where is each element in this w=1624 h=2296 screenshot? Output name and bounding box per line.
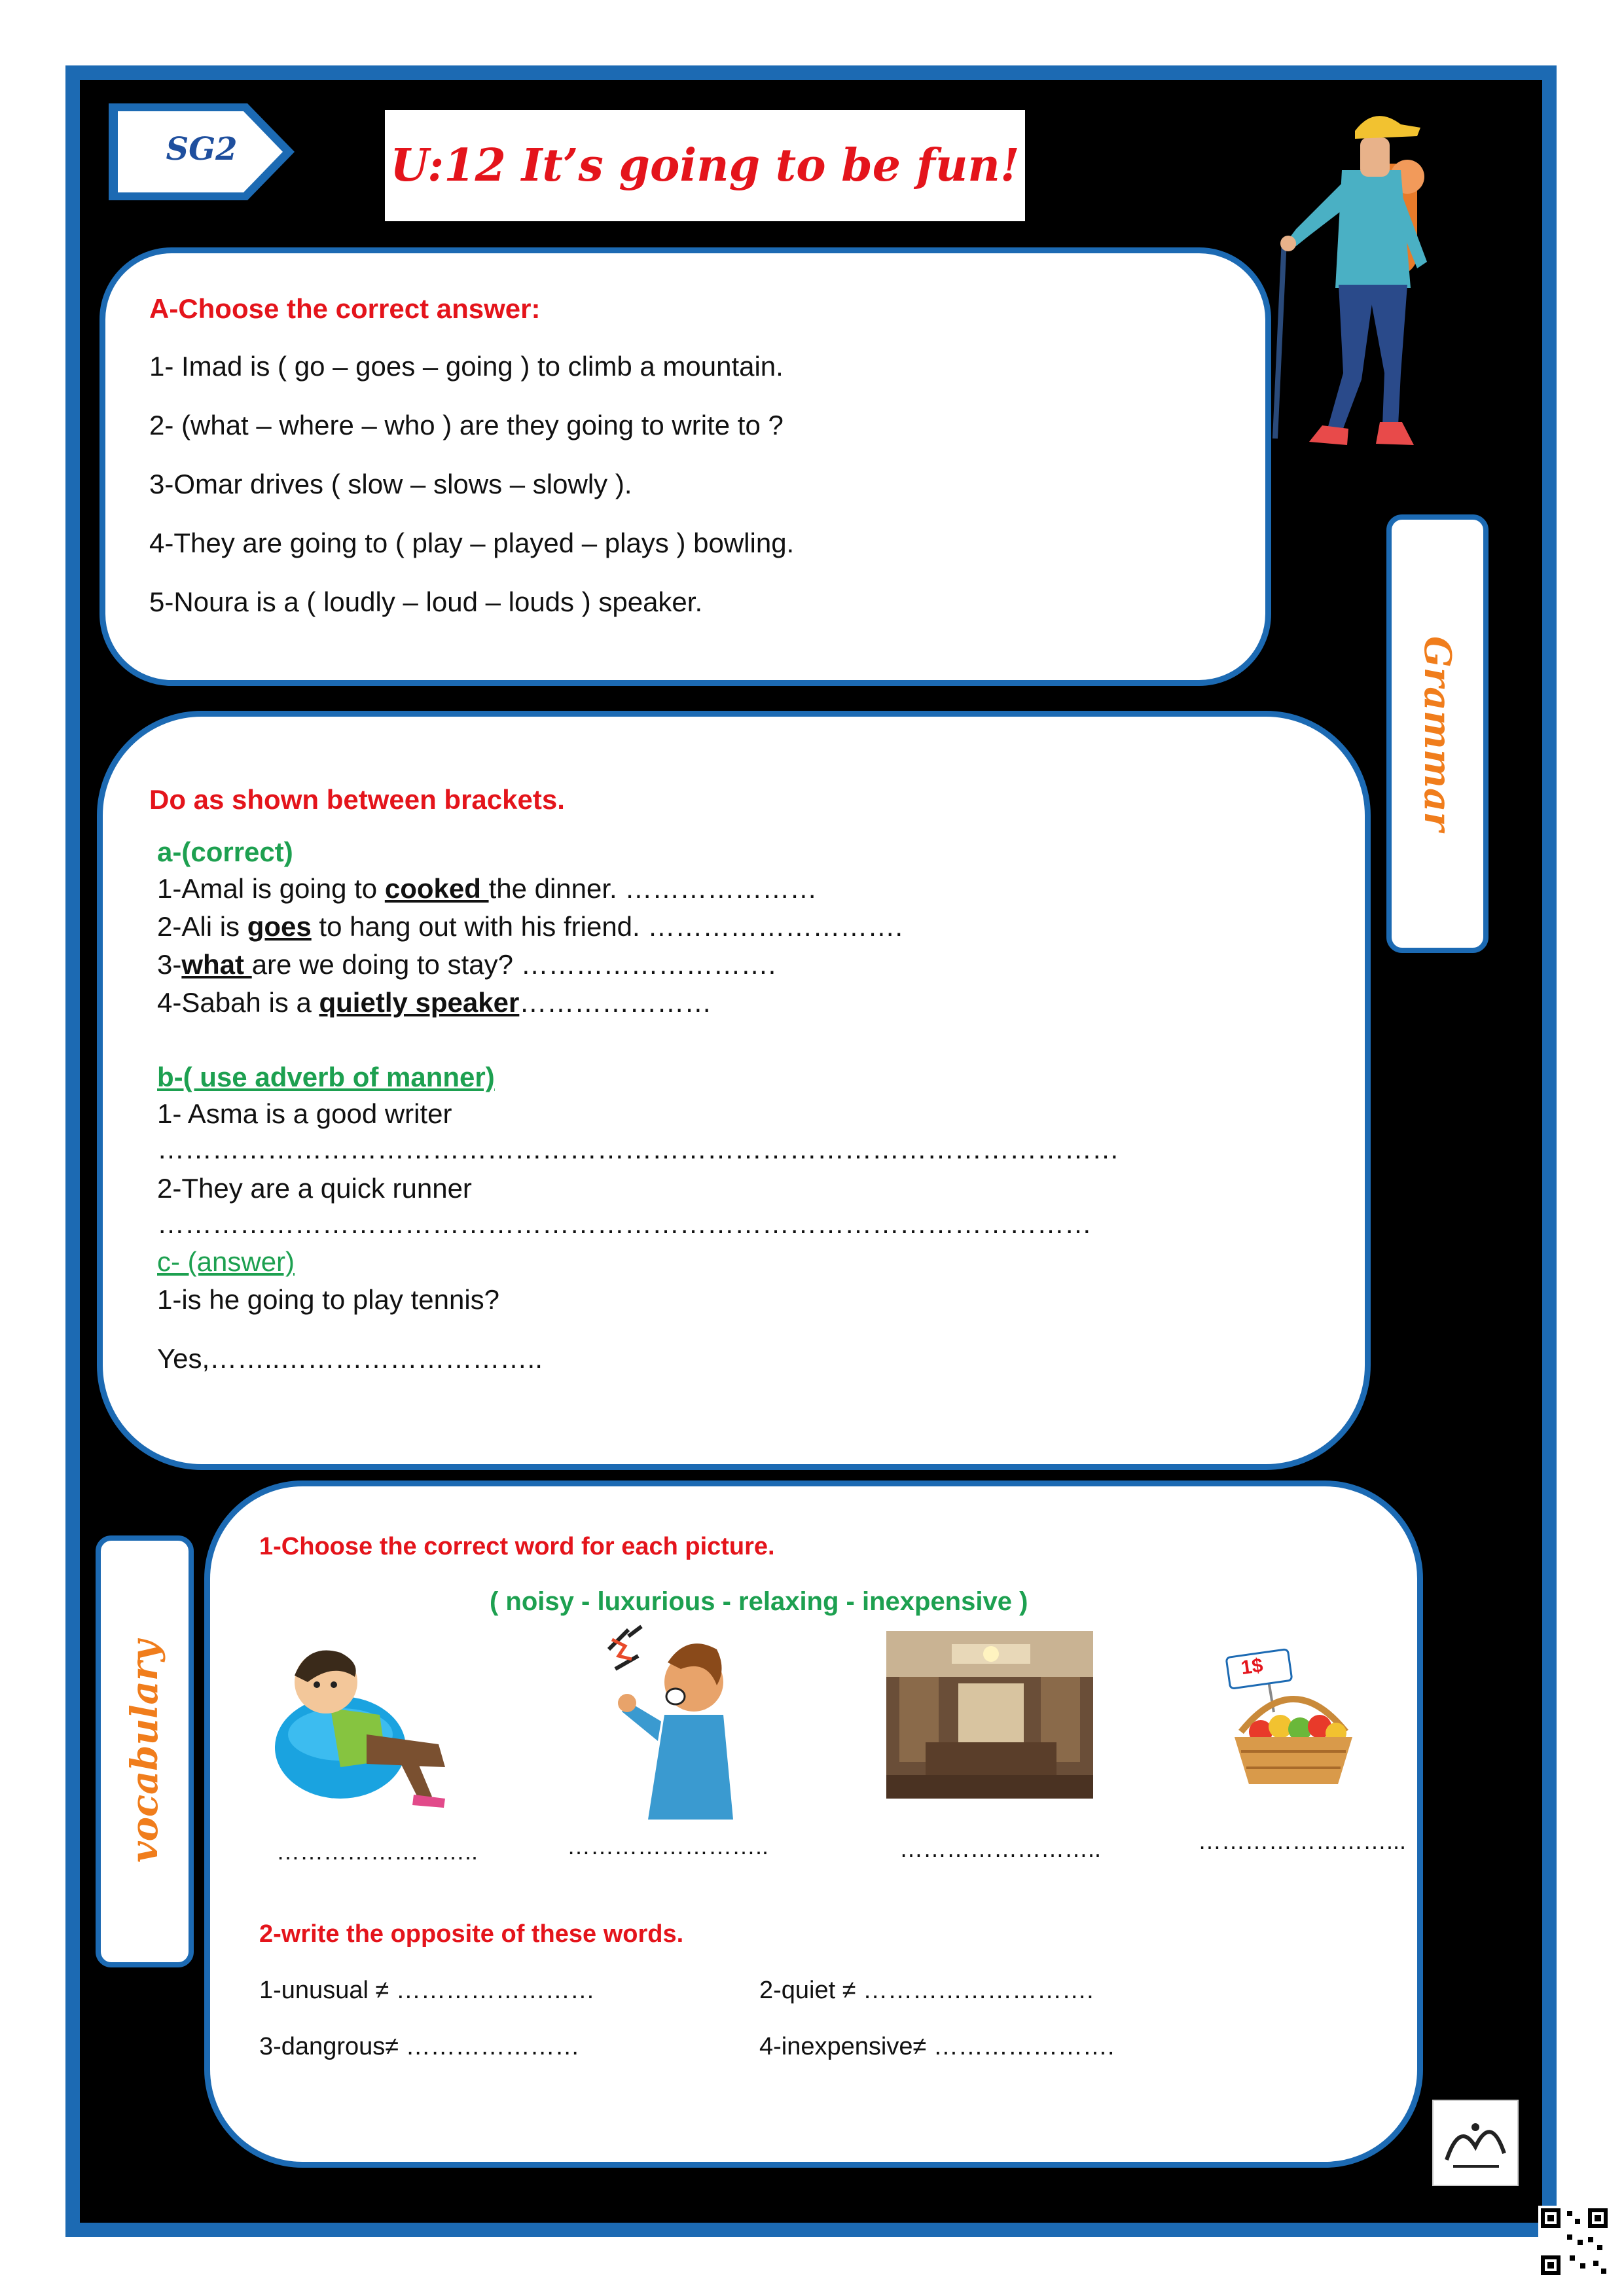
relaxing-boy-picture: [268, 1636, 458, 1813]
section-a-heading: A-Choose the correct answer:: [149, 293, 541, 324]
word-bank: ( noisy - luxurious - relaxing - inexpensive ): [490, 1587, 1028, 1616]
question-4: 4-They are going to ( play – played – plays ) bowling.: [149, 528, 795, 558]
text: 3-: [157, 949, 182, 980]
part-b-item-1: 1- Asma is a good writer: [157, 1098, 452, 1129]
part-b-label: b-( use adverb of manner): [157, 1062, 495, 1092]
part-a-item-1: [157, 873, 817, 905]
calligraphy-stamp: [1432, 2100, 1519, 2186]
part-b-answer-line-2: …………………………………………………………………………………………: [157, 1208, 1092, 1239]
part-a-label: a-(correct): [157, 836, 293, 867]
question-1: 1- Imad is ( go – goes – going ) to climb a mountain.: [149, 351, 784, 382]
luxurious-room-picture: [886, 1631, 1093, 1799]
question-5: 5-Noura is a ( loudly – loud – louds ) speaker.: [149, 586, 703, 617]
question-2: 2- (what – where – who ) are they going to write to ?: [149, 410, 784, 440]
text: …………………: [519, 987, 712, 1018]
part-c-label: c- (answer): [157, 1246, 295, 1277]
grammar-side-tab: [1386, 514, 1489, 953]
opposite-1: 1-unusual ≠ ……………………: [259, 1977, 595, 2004]
question-3: 3-Omar drives ( slow – slows – slowly ).: [149, 469, 632, 499]
opposite-2: 2-quiet ≠ ……………………….: [759, 1977, 1094, 2004]
vocab-heading-1: 1-Choose the correct word for each picture.: [259, 1533, 775, 1560]
underlined-word: cooked: [384, 873, 489, 904]
page-title: U:12 It’s going to be fun!: [390, 139, 1020, 192]
qr-code: [1538, 2206, 1610, 2278]
vocabulary-label: vocabulary: [123, 1640, 166, 1863]
part-b-item-2: 2-They are a quick runner: [157, 1173, 472, 1204]
opposite-4: 4-inexpensive≠ ………………….: [759, 2033, 1115, 2060]
picture-2-blank: ……………………..: [567, 1833, 769, 1859]
fruit-basket-picture: [1221, 1640, 1365, 1797]
part-b-answer-line-1: ……………………………………………………………………………………………: [157, 1134, 1119, 1164]
picture-4-blank: ……………………...: [1198, 1827, 1407, 1854]
picture-3-blank: ……………………..: [899, 1835, 1102, 1862]
underlined-word: quietly speaker: [319, 987, 520, 1018]
grammar-label: Grammar: [1416, 636, 1459, 831]
part-a-item-2: [157, 911, 903, 942]
vocabulary-panel: [204, 1480, 1423, 2168]
unit-tag-label: SG2: [166, 131, 238, 168]
vocabulary-side-tab: [96, 1535, 194, 1967]
underlined-word: goes: [247, 911, 312, 942]
unit-tag: [105, 99, 301, 204]
page-title-box: [385, 110, 1025, 221]
opposite-3: 3-dangrous≠ …………………: [259, 2033, 580, 2060]
part-c-question: 1-is he going to play tennis?: [157, 1284, 500, 1315]
text: are we doing to stay? ……………………….: [251, 949, 776, 980]
part-a-item-3: [157, 949, 776, 980]
text: 2-Ali is: [157, 911, 247, 942]
text: to hang out with his friend. ……………………….: [311, 911, 903, 942]
picture-1-blank: ……………………..: [276, 1838, 478, 1865]
part-c-answer: Yes,……..………………………..: [157, 1343, 543, 1374]
text: 4-Sabah is a: [157, 987, 319, 1018]
section-b-heading: Do as shown between brackets.: [149, 784, 565, 815]
underlined-word: what: [181, 949, 252, 980]
hiker-illustration: [1270, 98, 1486, 471]
text: 1-Amal is going to: [157, 873, 385, 904]
vocab-heading-2: 2-write the opposite of these words.: [259, 1920, 684, 1948]
noisy-man-picture: [602, 1623, 746, 1820]
price-tag-label: 1$: [1239, 1654, 1265, 1679]
part-a-item-4: [157, 987, 712, 1018]
text: the dinner. …………………: [488, 873, 818, 904]
